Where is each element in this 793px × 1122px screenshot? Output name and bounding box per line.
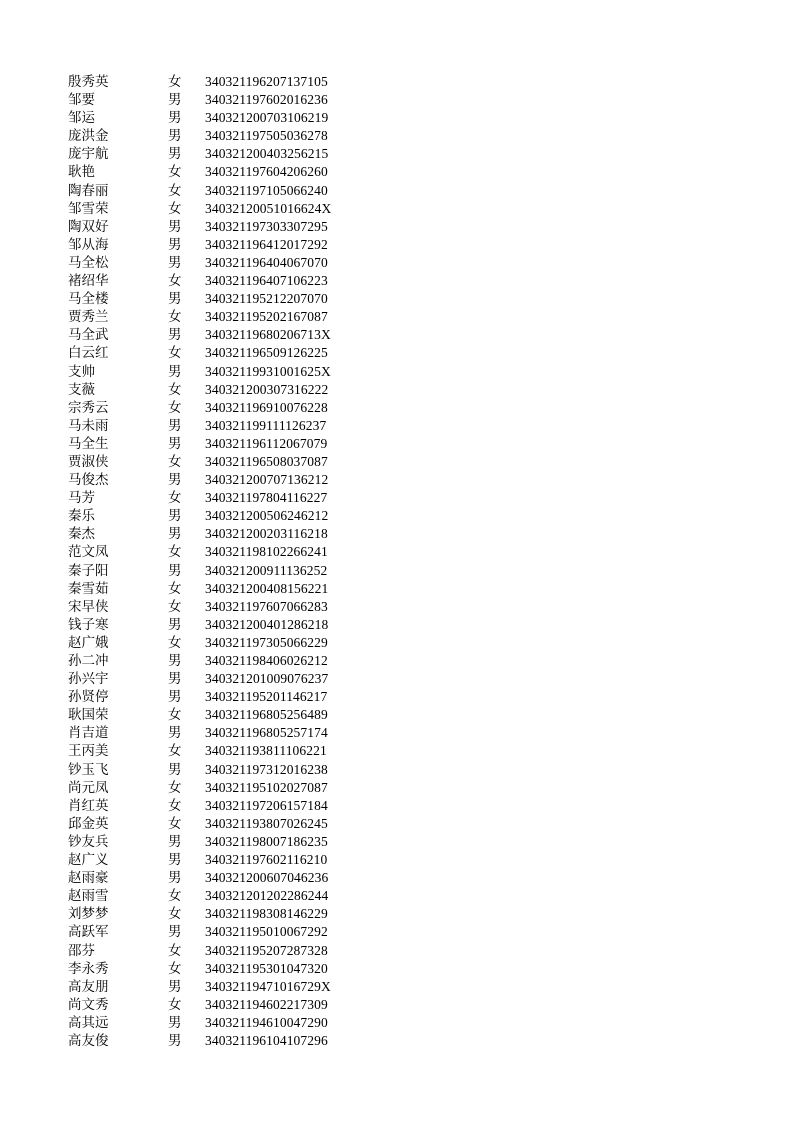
gender-cell: 女 <box>168 164 182 181</box>
table-row <box>68 779 368 797</box>
gender-cell: 男 <box>168 146 182 163</box>
name-cell: 肖红英 <box>68 797 109 814</box>
name-cell: 高友俊 <box>68 1032 109 1049</box>
gender-cell: 女 <box>168 598 182 615</box>
table-row <box>68 145 368 163</box>
id-number-cell: 340321200607046236 <box>205 870 329 886</box>
table-row <box>68 706 368 724</box>
name-cell: 赵雨雪 <box>68 888 109 905</box>
table-row <box>68 761 368 779</box>
name-cell: 殷秀英 <box>68 74 109 90</box>
id-number-cell: 340321198406026212 <box>205 653 328 668</box>
table-row <box>68 182 368 200</box>
name-cell: 邹从海 <box>68 236 109 253</box>
table-row <box>68 109 368 127</box>
gender-cell: 女 <box>168 453 182 470</box>
table-row <box>68 163 368 181</box>
name-cell: 马全松 <box>68 254 109 271</box>
table-row <box>68 887 368 905</box>
gender-cell: 女 <box>168 942 182 959</box>
id-number-cell: 340321196404067070 <box>205 254 328 270</box>
name-cell: 高跃军 <box>68 924 109 941</box>
id-number-cell: 340321198007186235 <box>205 833 328 849</box>
table-row <box>68 363 368 381</box>
name-cell: 白云红 <box>68 345 109 362</box>
gender-cell: 男 <box>168 852 182 869</box>
gender-cell: 男 <box>168 435 182 452</box>
name-cell: 邹要 <box>68 92 95 109</box>
gender-cell: 女 <box>168 634 182 651</box>
table-row <box>68 417 368 435</box>
gender-cell: 男 <box>168 562 182 579</box>
gender-cell: 男 <box>168 417 182 434</box>
name-cell: 赵广义 <box>68 852 109 869</box>
gender-cell: 男 <box>168 472 182 489</box>
id-number-cell: 340321196509126225 <box>205 345 328 361</box>
name-cell: 孙二冲 <box>68 653 109 669</box>
name-cell: 马未雨 <box>68 417 109 434</box>
id-number-cell: 340321197303307295 <box>205 218 328 234</box>
gender-cell: 男 <box>168 616 182 633</box>
table-row <box>68 489 368 507</box>
table-row <box>68 580 368 598</box>
name-cell: 马全楼 <box>68 291 109 308</box>
gender-cell: 女 <box>168 74 182 90</box>
name-cell: 庞洪金 <box>68 128 109 145</box>
id-number-cell: 340321197804116227 <box>205 490 328 506</box>
name-cell: 刘梦梦 <box>68 906 109 923</box>
gender-cell: 男 <box>168 128 182 145</box>
gender-cell: 女 <box>168 960 182 977</box>
id-number-cell: 340321197305066229 <box>205 634 328 650</box>
gender-cell: 男 <box>168 924 182 941</box>
name-cell: 秦杰 <box>68 526 95 543</box>
id-number-cell: 340321197312016238 <box>205 761 328 777</box>
name-cell: 孙兴宇 <box>68 671 109 688</box>
gender-cell: 女 <box>168 815 182 832</box>
id-number-cell: 340321196207137105 <box>205 74 328 89</box>
name-cell: 钞友兵 <box>68 833 109 850</box>
name-cell: 支帅 <box>68 363 95 380</box>
gender-cell: 男 <box>168 110 182 127</box>
id-number-cell: 340321200911136252 <box>205 562 328 578</box>
name-cell: 邵芬 <box>68 942 95 959</box>
name-cell: 马芳 <box>68 490 95 507</box>
gender-cell: 男 <box>168 92 182 109</box>
table-row <box>68 73 368 91</box>
id-number-cell: 340321197206157184 <box>205 797 328 813</box>
name-cell: 王丙美 <box>68 743 109 760</box>
table-row <box>68 688 368 706</box>
name-cell: 陶春丽 <box>68 182 109 199</box>
name-cell: 高其远 <box>68 1014 109 1031</box>
gender-cell: 男 <box>168 671 182 688</box>
id-number-cell: 340321198308146229 <box>205 906 328 922</box>
id-number-cell: 340321200707136212 <box>205 472 329 488</box>
gender-cell: 女 <box>168 182 182 199</box>
gender-cell: 男 <box>168 291 182 308</box>
id-number-cell: 340321196412017292 <box>205 236 328 252</box>
name-cell: 宗秀云 <box>68 399 109 416</box>
name-cell: 马全生 <box>68 435 109 452</box>
table-row <box>68 507 368 525</box>
gender-cell: 男 <box>168 978 182 995</box>
gender-cell: 男 <box>168 725 182 742</box>
gender-cell: 男 <box>168 218 182 235</box>
name-cell: 秦子阳 <box>68 562 109 579</box>
table-row <box>68 942 368 960</box>
gender-cell: 女 <box>168 906 182 923</box>
gender-cell: 男 <box>168 870 182 887</box>
table-row <box>68 833 368 851</box>
table-row <box>68 815 368 833</box>
id-number-cell: 340321195301047320 <box>205 960 328 976</box>
name-cell: 赵广娥 <box>68 634 109 651</box>
id-number-cell: 340321195102027087 <box>205 779 328 795</box>
table-row <box>68 562 368 580</box>
gender-cell: 男 <box>168 761 182 778</box>
table-row <box>68 1014 368 1032</box>
table-row <box>68 616 368 634</box>
name-cell: 邹运 <box>68 110 95 127</box>
id-number-cell: 34032120051016624X <box>205 200 332 216</box>
id-number-cell: 340321199111126237 <box>205 417 327 433</box>
gender-cell: 男 <box>168 1014 182 1031</box>
name-cell: 耿国荣 <box>68 707 109 724</box>
name-cell: 孙贤停 <box>68 689 109 706</box>
table-row <box>68 326 368 344</box>
table-row <box>68 1032 368 1050</box>
name-cell: 范文凤 <box>68 544 109 561</box>
id-number-cell: 340321195212207070 <box>205 291 328 307</box>
id-number-cell: 340321195202167087 <box>205 309 328 325</box>
gender-cell: 女 <box>168 273 182 290</box>
gender-cell: 男 <box>168 833 182 850</box>
id-number-cell: 34032119680206713X <box>205 327 331 343</box>
id-number-cell: 340321201202286244 <box>205 888 329 904</box>
name-cell: 肖吉道 <box>68 725 109 742</box>
gender-cell: 女 <box>168 544 182 561</box>
name-cell: 褚绍华 <box>68 273 109 290</box>
gender-cell: 男 <box>168 327 182 344</box>
table-row <box>68 742 368 760</box>
id-number-cell: 340321197505036278 <box>205 128 328 144</box>
table-row <box>68 453 368 471</box>
id-number-cell: 340321197105066240 <box>205 182 328 198</box>
id-number-cell: 340321200401286218 <box>205 616 329 632</box>
table-row <box>68 652 368 670</box>
id-number-cell: 340321200203116218 <box>205 526 328 542</box>
id-number-cell: 340321193807026245 <box>205 815 328 831</box>
gender-cell: 女 <box>168 309 182 326</box>
table-row <box>68 525 368 543</box>
id-number-cell: 340321196805256489 <box>205 707 328 723</box>
gender-cell: 女 <box>168 381 182 398</box>
name-cell: 邹雪荣 <box>68 200 109 217</box>
table-row <box>68 471 368 489</box>
name-cell: 耿艳 <box>68 164 95 181</box>
table-row <box>68 236 368 254</box>
table-row <box>68 851 368 869</box>
table-row <box>68 272 368 290</box>
table-row <box>68 960 368 978</box>
gender-cell: 男 <box>168 508 182 525</box>
id-number-cell: 34032119471016729X <box>205 978 331 994</box>
name-cell: 钞玉飞 <box>68 761 109 778</box>
table-row <box>68 797 368 815</box>
table-row <box>68 127 368 145</box>
name-cell: 支薇 <box>68 381 95 398</box>
id-number-cell: 340321200403256215 <box>205 146 329 162</box>
id-number-cell: 340321200408156221 <box>205 580 329 596</box>
id-number-cell: 340321198102266241 <box>205 544 328 560</box>
id-number-cell: 340321194610047290 <box>205 1014 328 1030</box>
gender-cell: 男 <box>168 653 182 669</box>
name-cell: 宋早侠 <box>68 598 109 615</box>
gender-cell: 女 <box>168 345 182 362</box>
table-row <box>68 905 368 923</box>
table-row <box>68 308 368 326</box>
id-number-cell: 340321197602016236 <box>205 92 328 108</box>
name-cell: 庞宇航 <box>68 146 109 163</box>
gender-cell: 男 <box>168 689 182 706</box>
id-number-cell: 340321197604206260 <box>205 164 328 180</box>
table-row <box>68 399 368 417</box>
name-cell: 尚元凤 <box>68 779 109 796</box>
id-number-cell: 340321201009076237 <box>205 671 329 687</box>
id-number-cell: 340321194602217309 <box>205 996 328 1012</box>
name-cell: 贾秀兰 <box>68 309 109 326</box>
table-row <box>68 200 368 218</box>
gender-cell: 男 <box>168 526 182 543</box>
name-cell: 马俊杰 <box>68 472 109 489</box>
table-row <box>68 634 368 652</box>
table-row <box>68 381 368 399</box>
gender-cell: 女 <box>168 707 182 724</box>
name-cell: 赵雨豪 <box>68 870 109 887</box>
name-cell: 秦雪茹 <box>68 580 109 597</box>
table-row <box>68 923 368 941</box>
id-number-cell: 340321200307316222 <box>205 381 329 397</box>
gender-cell: 女 <box>168 490 182 507</box>
name-cell: 陶双好 <box>68 218 109 235</box>
name-cell: 贾淑侠 <box>68 453 109 470</box>
gender-cell: 女 <box>168 779 182 796</box>
table-row <box>68 598 368 616</box>
gender-cell: 男 <box>168 363 182 380</box>
gender-cell: 女 <box>168 399 182 416</box>
id-number-cell: 340321196407106223 <box>205 273 328 289</box>
table-row <box>68 543 368 561</box>
table-row <box>68 670 368 688</box>
id-number-cell: 340321200506246212 <box>205 508 329 524</box>
id-number-cell: 340321195207287328 <box>205 942 328 958</box>
id-number-cell: 340321200703106219 <box>205 110 329 126</box>
table-row <box>68 435 368 453</box>
name-cell: 李永秀 <box>68 960 109 977</box>
id-number-cell: 340321193811106221 <box>205 743 327 759</box>
table-row <box>68 218 368 236</box>
name-cell: 秦乐 <box>68 508 95 525</box>
gender-cell: 女 <box>168 797 182 814</box>
id-number-cell: 340321195201146217 <box>205 689 328 705</box>
table-row <box>68 290 368 308</box>
id-number-cell: 340321196805257174 <box>205 725 328 741</box>
id-number-cell: 340321196508037087 <box>205 453 328 469</box>
gender-cell: 女 <box>168 200 182 217</box>
table-row <box>68 869 368 887</box>
gender-cell: 男 <box>168 254 182 271</box>
id-number-cell: 340321195010067292 <box>205 924 328 940</box>
table-row <box>68 344 368 362</box>
id-number-cell: 340321196112067079 <box>205 435 328 451</box>
name-cell: 马全武 <box>68 327 109 344</box>
name-cell: 高友朋 <box>68 978 109 995</box>
gender-cell: 女 <box>168 580 182 597</box>
name-cell: 尚文秀 <box>68 996 109 1013</box>
gender-cell: 女 <box>168 888 182 905</box>
gender-cell: 男 <box>168 1032 182 1049</box>
table-row <box>68 91 368 109</box>
id-number-cell: 34032119931001625X <box>205 363 331 379</box>
id-number-cell: 340321197602116210 <box>205 852 328 868</box>
gender-cell: 男 <box>168 236 182 253</box>
table-row <box>68 254 368 272</box>
table-row <box>68 724 368 742</box>
gender-cell: 女 <box>168 743 182 760</box>
name-cell: 钱子寒 <box>68 616 109 633</box>
table-row <box>68 978 368 996</box>
records-table <box>68 73 368 1050</box>
id-number-cell: 340321196104107296 <box>205 1032 328 1048</box>
id-number-cell: 340321196910076228 <box>205 399 328 415</box>
name-cell: 邱金英 <box>68 815 109 832</box>
gender-cell: 女 <box>168 996 182 1013</box>
id-number-cell: 340321197607066283 <box>205 598 328 614</box>
table-row <box>68 996 368 1014</box>
